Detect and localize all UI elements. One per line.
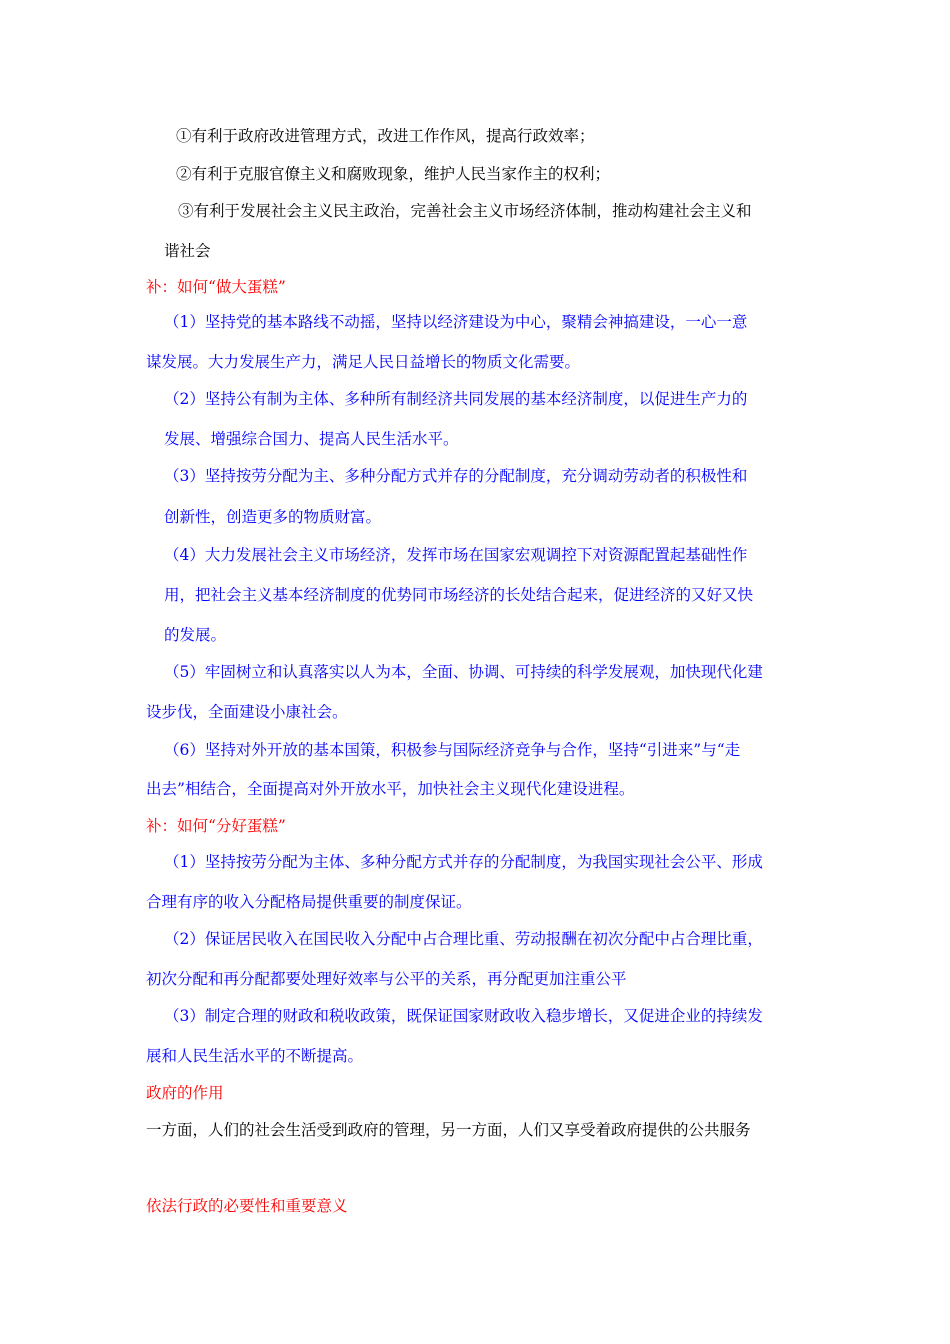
cake-share-heading: 补：如何“分好蛋糕” [146,817,286,835]
cake-bigger-p1-line-1: （1）坚持党的基本路线不动摇，坚持以经济建设为中心，聚精会神搞建设，一心一意 [164,313,748,331]
cake-share-p2-line-2: 初次分配和再分配都要处理好效率与公平的关系，再分配更加注重公平 [146,970,627,988]
cake-bigger-p3-line-2: 创新性，创造更多的物质财富。 [164,508,382,526]
cake-bigger-p5-line-2: 设步伐，全面建设小康社会。 [146,703,348,721]
lawful-admin-heading: 依法行政的必要性和重要意义 [146,1197,348,1215]
cake-bigger-heading: 补：如何“做大蛋糕” [146,278,286,296]
cake-bigger-p6-line-1: （6）坚持对外开放的基本国策，积极参与国际经济竞争与合作，坚持“引进来”与“走 [164,741,741,759]
significance-item-2: ②有利于克服官僚主义和腐败现象，维护人民当家作主的权利； [176,165,611,183]
government-role-text: 一方面，人们的社会生活受到政府的管理，另一方面，人们又享受着政府提供的公共服务 [146,1121,751,1139]
cake-share-p1-line-2: 合理有序的收入分配格局提供重要的制度保证。 [146,893,472,911]
cake-bigger-p1-line-2: 谋发展。大力发展生产力，满足人民日益增长的物质文化需要。 [146,353,581,371]
cake-share-p3-line-2: 展和人民生活水平的不断提高。 [146,1047,364,1065]
cake-share-p1-line-1: （1）坚持按劳分配为主体、多种分配方式并存的分配制度，为我国实现社会公平、形成 [164,853,763,871]
cake-share-p2-line-1: （2）保证居民收入在国民收入分配中占合理比重、劳动报酬在初次分配中占合理比重， [164,930,763,948]
government-role-heading: 政府的作用 [146,1084,224,1102]
cake-bigger-p2-line-1: （2）坚持公有制为主体、多种所有制经济共同发展的基本经济制度，以促进生产力的 [164,390,748,408]
significance-item-3-line-1: ③有利于发展社会主义民主政治，完善社会主义市场经济体制，推动构建社会主义和 [178,202,752,220]
cake-bigger-p4-line-1: （4）大力发展社会主义市场经济，发挥市场在国家宏观调控下对资源配置起基础性作 [164,546,748,564]
cake-bigger-p6-line-2: 出去”相结合，全面提高对外开放水平，加快社会主义现代化建设进程。 [146,780,635,798]
significance-item-3-line-2: 谐社会 [164,242,211,260]
significance-item-1: ①有利于政府改进管理方式，改进工作作风，提高行政效率； [176,127,595,145]
cake-bigger-p4-line-3: 的发展。 [164,626,227,644]
cake-bigger-p3-line-1: （3）坚持按劳分配为主、多种分配方式并存的分配制度，充分调动劳动者的积极性和 [164,467,748,485]
cake-bigger-p5-line-1: （5）牢固树立和认真落实以人为本，全面、协调、可持续的科学发展观，加快现代化建 [164,663,763,681]
cake-share-p3-line-1: （3）制定合理的财政和税收政策，既保证国家财政收入稳步增长，又促进企业的持续发 [164,1007,763,1025]
cake-bigger-p4-line-2: 用，把社会主义基本经济制度的优势同市场经济的长处结合起来，促进经济的又好又快 [164,586,754,604]
cake-bigger-p2-line-2: 发展、增强综合国力、提高人民生活水平。 [164,430,459,448]
